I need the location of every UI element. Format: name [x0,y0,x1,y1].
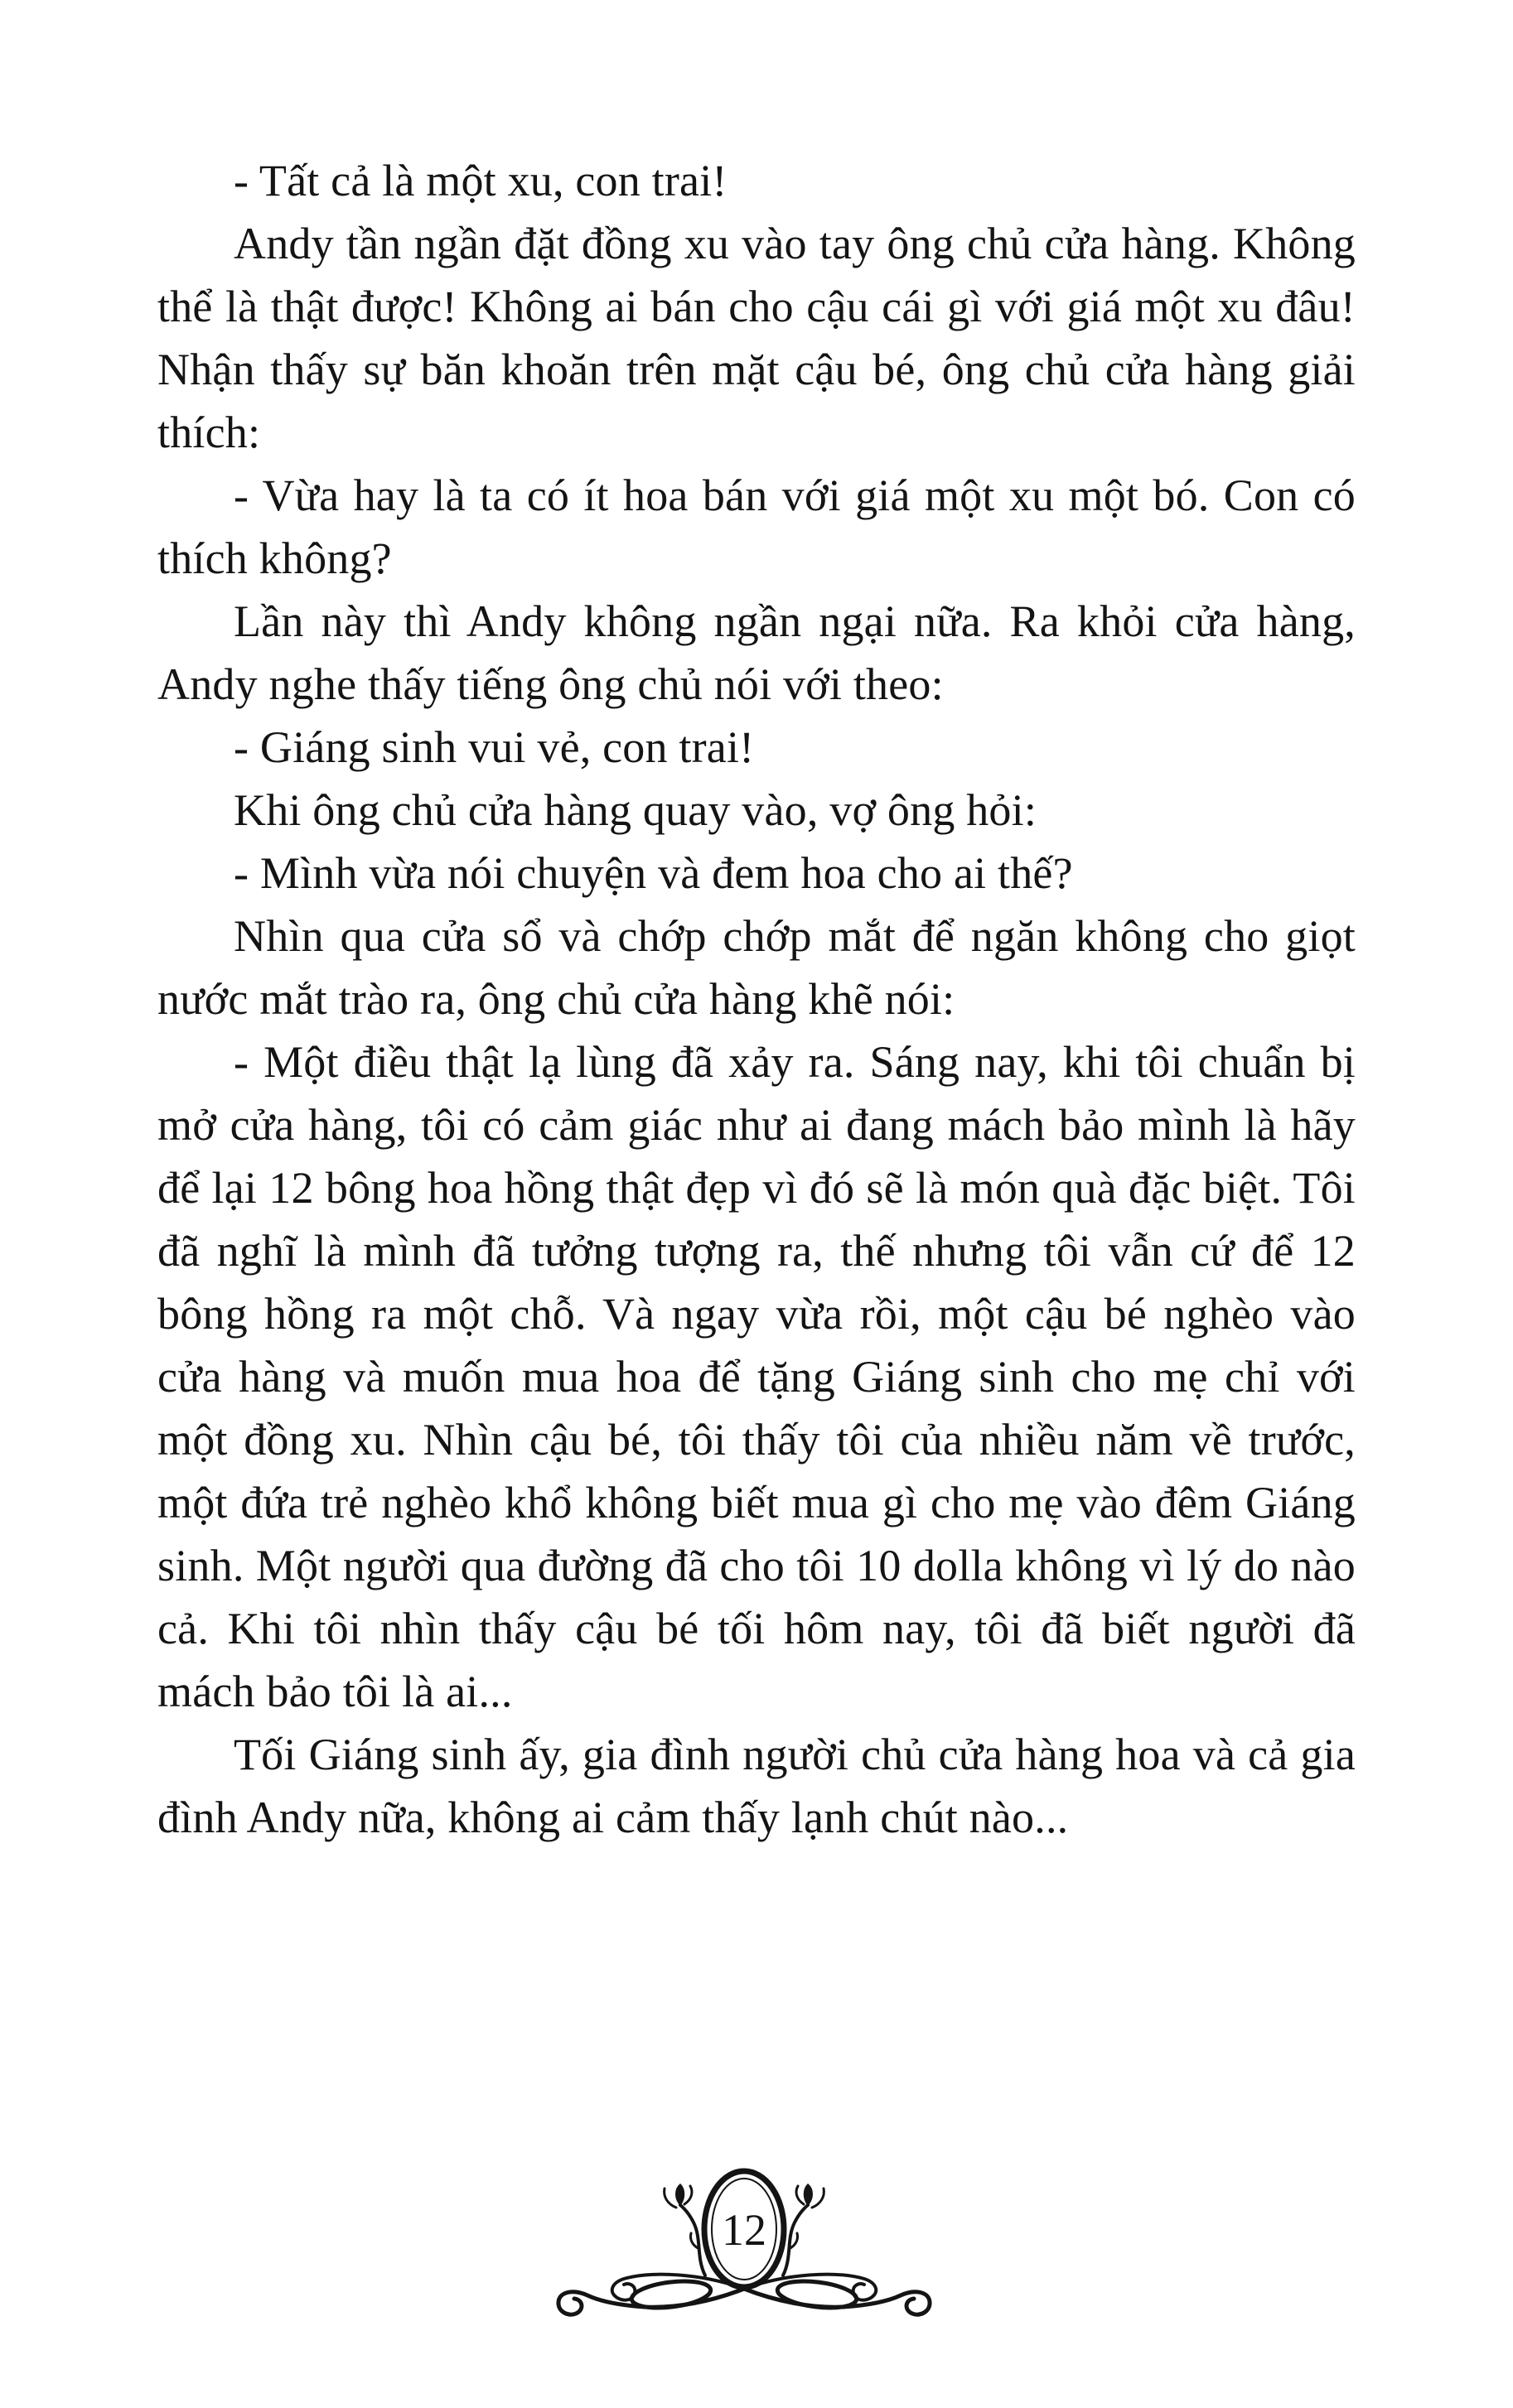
story-paragraph: - Một điều thật lạ lùng đã xảy ra. Sáng nay, khi tôi chuẩn bị mở cửa hàng, tôi có cảm giác như ai đang mách bảo mình là hãy để lại 12 bông hoa hồng thật đẹp vì đó sẽ là món quà đặc biệt. Tôi đã nghĩ là mình đã tưởng tượng ra, thế nhưng tôi vẫn cứ để 12 bông hồng ra một chỗ. Và ngay vừa rồi, một cậu bé nghèo vào cửa hàng và muốn mua hoa để tặng Giáng sinh cho mẹ chỉ với một đồng xu. Nhìn cậu bé, tôi thấy tôi của nhiều năm về trước, một đứa trẻ nghèo khổ không biết mua gì cho mẹ vào đêm Giáng sinh. Một người qua đường đã cho tôi 10 dolla không vì lý do nào cả. Khi tôi nhìn thấy cậu bé tối hôm nay, tôi đã biết người đã mách bảo tôi là ai... [157,1037,1356,1716]
story-paragraph: Tối Giáng sinh ấy, gia đình người chủ cửa hàng hoa và cả gia đình Andy nữa, không ai cảm thấy lạnh chút nào... [157,1730,1356,1842]
story-paragraph: Nhìn qua cửa sổ và chớp chớp mắt để ngăn không cho giọt nước mắt trào ra, ông chủ cửa hàng khẽ nói: [157,911,1356,1024]
flourish-left-swirl [558,2275,744,2315]
page-number: 12 [722,2205,766,2255]
flourish-right-swirl [744,2275,930,2315]
story-paragraph: - Giáng sinh vui vẻ, con trai! [234,722,755,772]
story-paragraph: - Tất cả là một xu, con trai! [234,156,727,205]
story-paragraph: Khi ông chủ cửa hàng quay vào, vợ ông hỏi: [234,785,1037,835]
story-paragraph: Lần này thì Andy không ngần ngại nữa. Ra khỏi cửa hàng, Andy nghe thấy tiếng ông chủ nói với theo: [157,596,1356,709]
fleur-de-lis-left [665,2184,705,2275]
story-text [157,149,1356,1849]
story-paragraph: - Vừa hay là ta có ít hoa bán với giá một xu một bó. Con có thích không? [157,471,1356,583]
story-paragraph: Andy tần ngần đặt đồng xu vào tay ông chủ cửa hàng. Không thể là thật được! Không ai bán cho cậu cái gì với giá một xu đâu! Nhận thấy sự băn khoăn trên mặt cậu bé, ông chủ cửa hàng giải thích: [157,219,1356,457]
story-paragraph: - Mình vừa nói chuyện và đem hoa cho ai thế? [234,848,1073,898]
page-number-ornament [454,2150,1034,2348]
fleur-de-lis-right [783,2184,824,2275]
page-number-badge [704,2171,784,2287]
